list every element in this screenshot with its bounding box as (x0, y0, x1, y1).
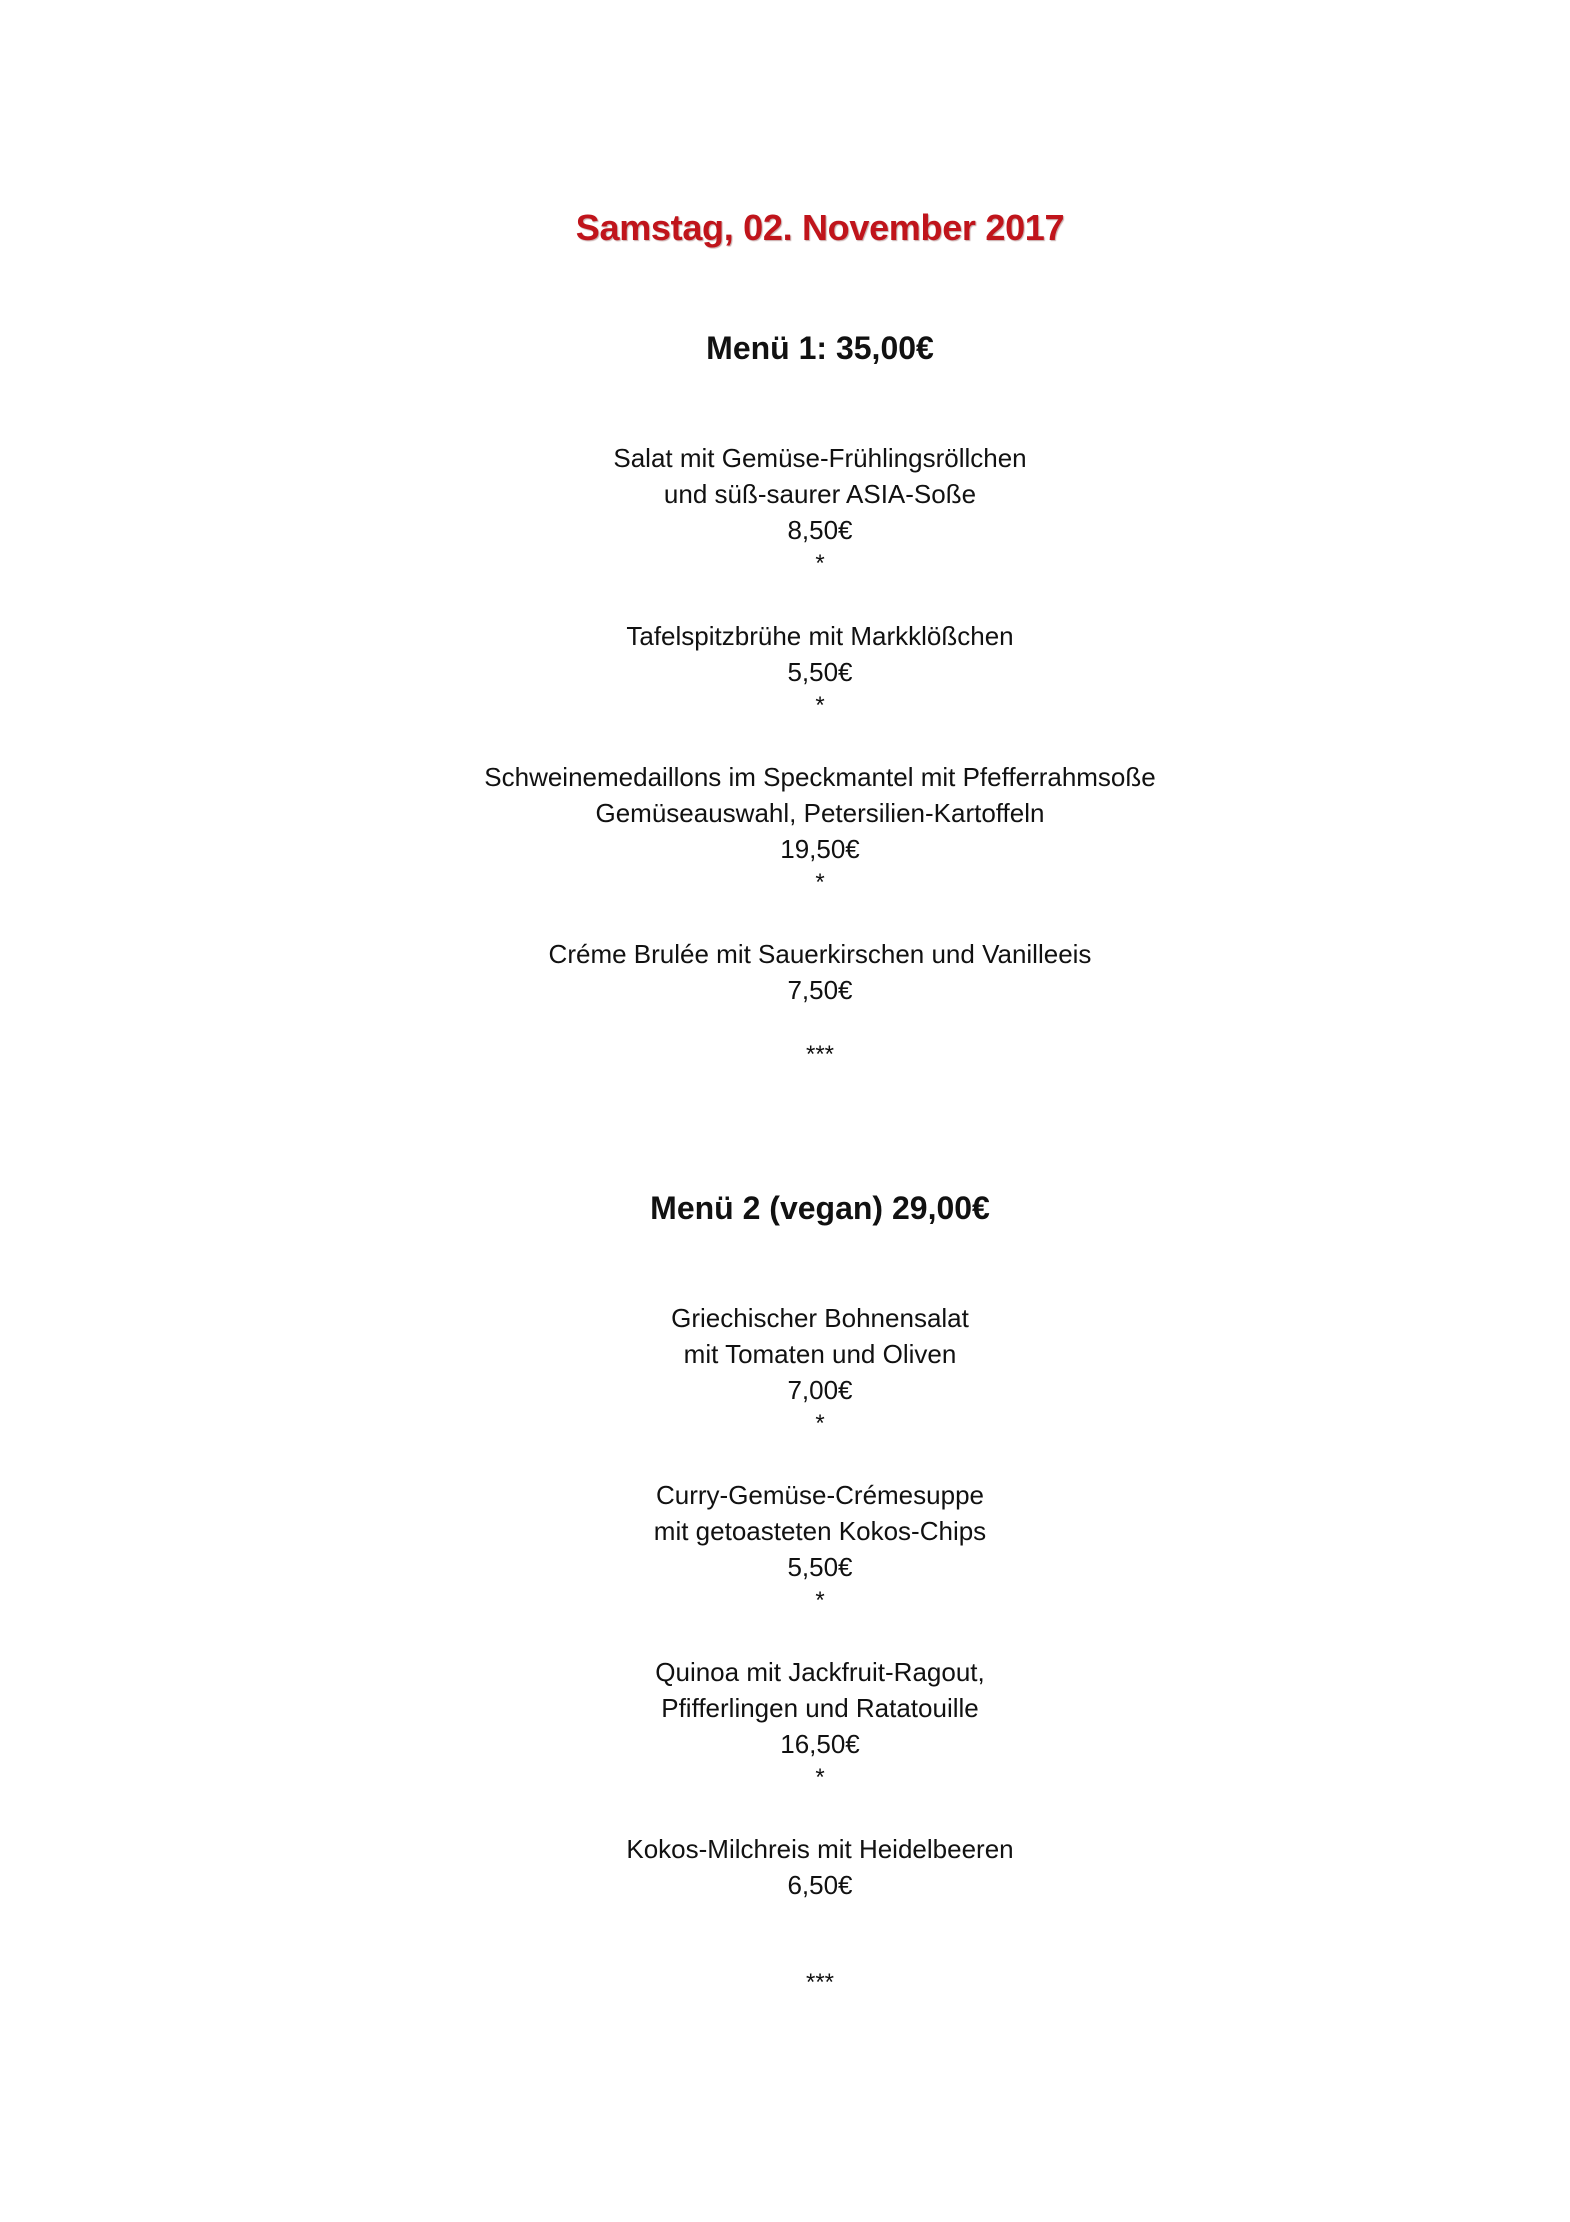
menu1-course3-line2: Gemüseauswahl, Petersilien-Kartoffeln (595, 798, 1045, 828)
menu1-course4-price: 7,50€ (787, 975, 853, 1005)
menu2-course3-line1: Quinoa mit Jackfruit-Ragout, (655, 1657, 985, 1687)
menu1-course2-separator: * (815, 692, 825, 719)
menu2-course1-separator: * (815, 1410, 825, 1437)
menu2-course2-line1: Curry-Gemüse-Crémesuppe (656, 1480, 984, 1510)
menu1-course4-line1: Créme Brulée mit Sauerkirschen und Vanilleeis (548, 939, 1092, 969)
menu1-title: Menü 1: 35,00€ (706, 330, 934, 366)
menu2-course3-separator: * (815, 1764, 825, 1791)
menu1-course1-separator: * (815, 550, 825, 577)
menu1-course1-line2: und süß-saurer ASIA-Soße (663, 479, 977, 509)
menu2-course4-line1: Kokos-Milchreis mit Heidelbeeren (626, 1834, 1014, 1864)
menu1-course3-price: 19,50€ (780, 834, 860, 864)
menu2-end-separator: *** (805, 1969, 835, 1996)
menu2-course3-line2: Pfifferlingen und Ratatouille (661, 1693, 979, 1723)
menu1-course2-line1: Tafelspitzbrühe mit Markklößchen (626, 621, 1014, 651)
menu1-course2-price: 5,50€ (787, 657, 853, 687)
menu1-end-separator: *** (805, 1041, 835, 1068)
menu1-course1-line1: Salat mit Gemüse-Frühlingsröllchen (613, 443, 1027, 473)
menu2-course2-line2: mit getoasteten Kokos-Chips (653, 1516, 987, 1546)
menu2-course1-line1: Griechischer Bohnensalat (671, 1303, 969, 1333)
menu2-course2-price: 5,50€ (787, 1552, 853, 1582)
menu2-course1-line2: mit Tomaten und Oliven (683, 1339, 957, 1369)
menu1-course3-separator: * (815, 869, 825, 896)
menu2-course2-separator: * (815, 1587, 825, 1614)
date-heading: Samstag, 02. November 2017 (575, 207, 1065, 248)
menu1-course1-price: 8,50€ (787, 515, 853, 545)
menu2-course1-price: 7,00€ (787, 1375, 853, 1405)
menu2-course3-price: 16,50€ (780, 1729, 860, 1759)
menu1-course3-line1: Schweinemedaillons im Speckmantel mit Pfefferrahmsoße (484, 762, 1156, 792)
menu2-course4-price: 6,50€ (787, 1870, 853, 1900)
menu2-title: Menü 2 (vegan) 29,00€ (650, 1190, 990, 1226)
